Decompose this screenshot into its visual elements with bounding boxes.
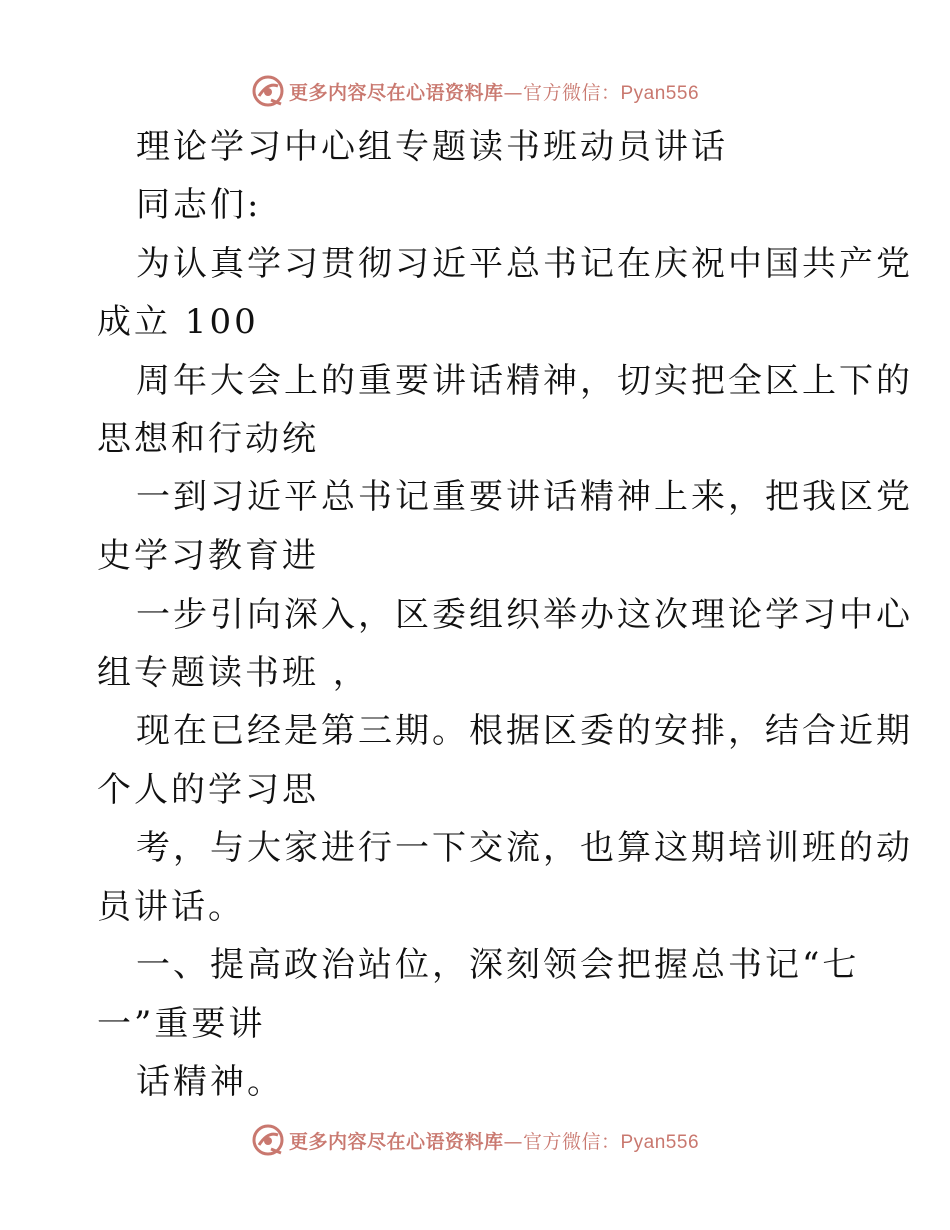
paragraph-line: 成立 100 [97,302,259,342]
section-heading-line: 一”重要讲 [97,1004,266,1044]
watermark-logo-icon [251,74,285,108]
section-heading-line: 话精神。 [136,1062,284,1102]
watermark-logo-icon [251,1123,285,1157]
section-heading-line: 一、提高政治站位，深刻领会把握总书记“七 [136,945,860,985]
paragraph-line: 思想和行动统 [97,419,319,459]
watermark-footer [0,1120,950,1160]
paragraph-line: 周年大会上的重要讲话精神，切实把全区上下的 [136,361,913,401]
paragraph-line: 组专题读书班 ， [97,653,370,693]
watermark-text [289,78,699,105]
paragraph-line: 一步引向深入，区委组织举办这次理论学习中心 [136,595,913,635]
watermark-wechat-id: Pyan556 [620,82,700,104]
paragraph-line: 个人的学习思 [97,770,319,810]
paragraph-line: 考，与大家进行一下交流，也算这期培训班的动 [136,828,913,868]
watermark-header [0,71,950,111]
paragraph-line: 为认真学习贯彻习近平总书记在庆祝中国共产党 [136,244,913,284]
watermark-separator: — [503,1130,523,1153]
paragraph-line: 现在已经是第三期。根据区委的安排，结合近期 [136,711,913,751]
paragraph-line: 史学习教育进 [97,536,319,576]
watermark-text [289,1127,699,1154]
document-title: 理论学习中心组专题读书班动员讲话 [136,127,728,167]
watermark-main-text: 更多内容尽在心语资料库 [288,81,504,104]
watermark-wechat-label: 官方微信： [522,81,621,104]
watermark-wechat-id: Pyan556 [620,1131,700,1153]
salutation: 同志们: [136,185,262,225]
watermark-wechat-label: 官方微信： [522,1130,621,1153]
paragraph-line: 一到习近平总书记重要讲话精神上来，把我区党 [136,477,913,517]
watermark-main-text: 更多内容尽在心语资料库 [288,1130,504,1153]
paragraph-line: 员讲话。 [97,887,245,927]
watermark-separator: — [503,81,523,104]
